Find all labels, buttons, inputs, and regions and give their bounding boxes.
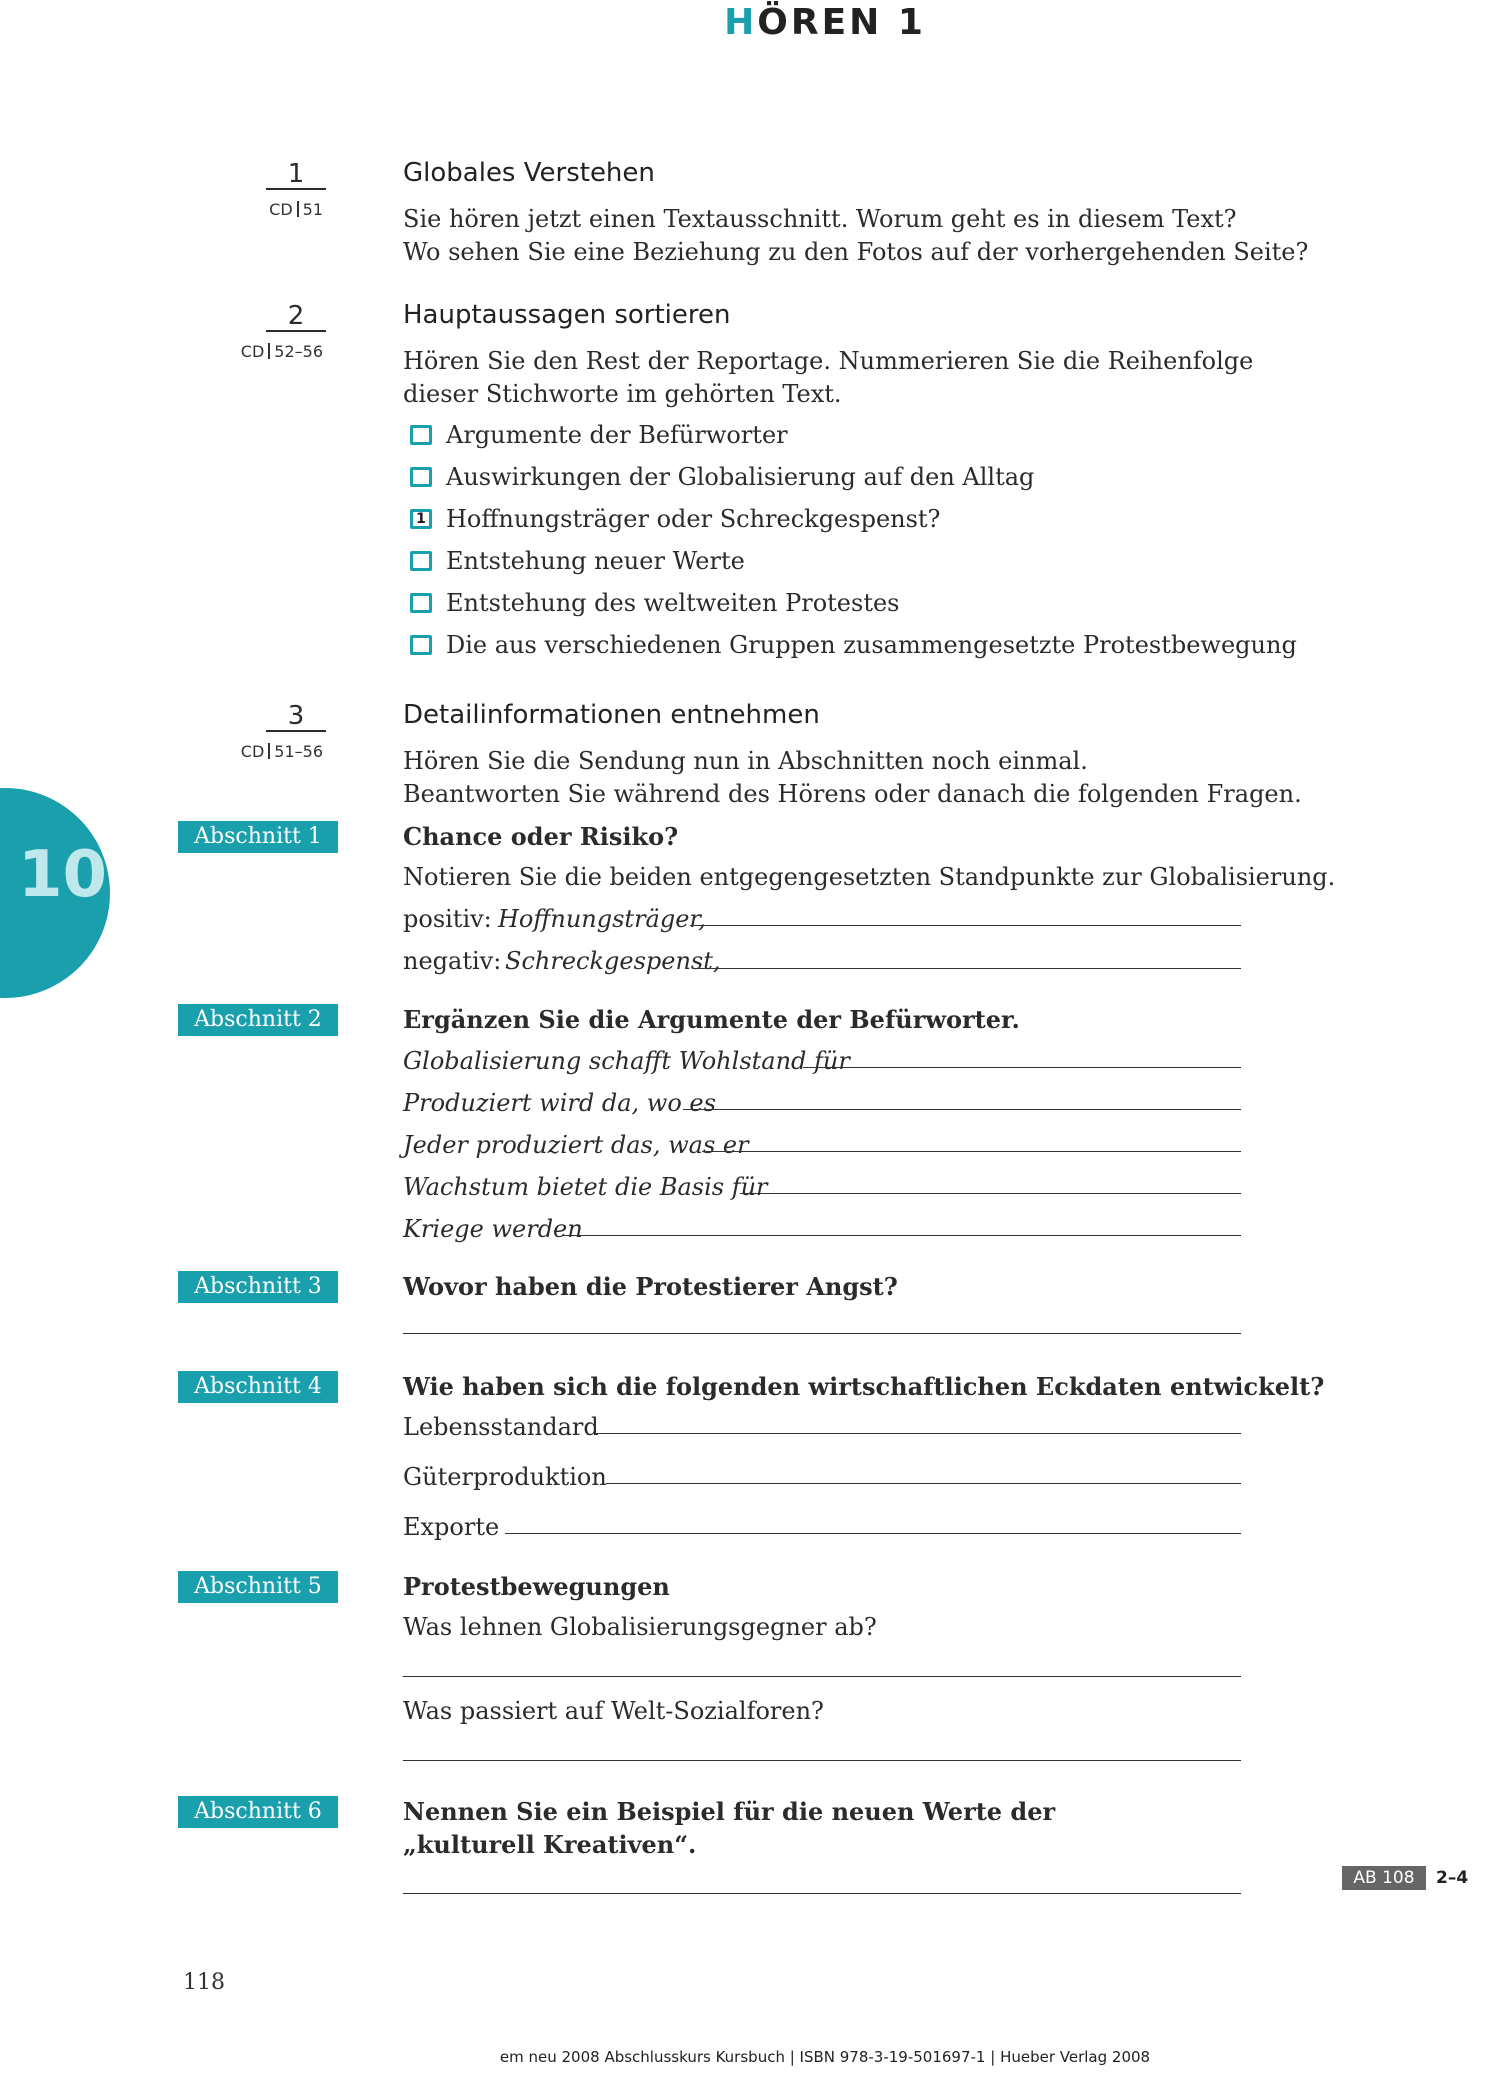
footer-citation: em neu 2008 Abschlusskurs Kursbuch | ISBN 978-3-19-501697-1 | Hueber Verlag 2008 <box>499 2048 1151 2066</box>
order-item-text: Hoffnungsträger oder Schreckgespenst? <box>446 505 941 533</box>
indicator-label: Exporte <box>403 1513 500 1541</box>
section-2-label: Abschnitt 2 <box>178 1004 338 1036</box>
answer-line[interactable] <box>695 968 1241 969</box>
answer-line[interactable] <box>596 1433 1241 1434</box>
answer-line[interactable] <box>740 1193 1241 1194</box>
cd-divider <box>268 743 270 759</box>
argument-prompt: Wachstum bietet die Basis für <box>403 1173 768 1201</box>
exercise-2-number: 2 <box>266 302 326 332</box>
exercise-3-line-1: Hören Sie die Sendung nun in Abschnitten noch einmal. <box>403 747 1088 775</box>
order-item-text: Auswirkungen der Globalisierung auf den Alltag <box>446 463 1035 491</box>
exercise-3-number: 3 <box>266 702 326 732</box>
section-6-question-line-2: „kulturell Kreativen“. <box>403 1830 697 1859</box>
section-2-question: Ergänzen Sie die Argumente der Befürworter. <box>403 1005 1020 1034</box>
section-1-positive-prefix: positiv: <box>403 905 492 933</box>
answer-line[interactable] <box>702 1151 1241 1152</box>
page-title <box>0 2 1491 43</box>
cd-label: CD <box>240 742 265 761</box>
exercise-3-cd <box>173 742 323 761</box>
answer-line[interactable] <box>403 1676 1241 1677</box>
exercise-1-number: 1 <box>266 160 326 190</box>
order-checkbox[interactable] <box>410 425 432 445</box>
argument-prompt: Globalisierung schafft Wohlstand für <box>403 1047 850 1075</box>
answer-line[interactable] <box>606 1483 1241 1484</box>
exercise-3-heading: Detailinformationen entnehmen <box>403 700 820 730</box>
exercise-2-line-1: Hören Sie den Rest der Reportage. Nummerieren Sie die Reihenfolge <box>403 347 1254 375</box>
page-title-rest: ÖREN 1 <box>757 2 926 43</box>
exercise-1-line-1: Sie hören jetzt einen Textausschnitt. Worum geht es in diesem Text? <box>403 205 1237 233</box>
section-5-label: Abschnitt 5 <box>178 1571 338 1603</box>
order-checkbox[interactable] <box>410 635 432 655</box>
exercise-2-line-2: dieser Stichworte im gehörten Text. <box>403 380 842 408</box>
answer-line[interactable] <box>803 1067 1241 1068</box>
section-5-sub-question-1: Was lehnen Globalisierungsgegner ab? <box>403 1613 877 1641</box>
answer-line[interactable] <box>403 1333 1241 1334</box>
answer-line[interactable] <box>505 1533 1241 1534</box>
answer-line[interactable] <box>403 1760 1241 1761</box>
section-1-positive-answer: Hoffnungsträger, <box>498 905 706 933</box>
section-6-question-line-1: Nennen Sie ein Beispiel für die neuen Werte der <box>403 1797 1056 1826</box>
section-4-question: Wie haben sich die folgenden wirtschaftlichen Eckdaten entwickelt? <box>403 1372 1325 1401</box>
section-3-question: Wovor haben die Protestierer Angst? <box>403 1272 898 1301</box>
cd-divider <box>268 343 270 359</box>
cd-tracks: 51 <box>302 200 323 219</box>
workbook-badge: AB 108 <box>1342 1866 1426 1890</box>
exercise-1-line-2: Wo sehen Sie eine Beziehung zu den Fotos auf der vorhergehenden Seite? <box>403 238 1309 266</box>
exercise-1-heading: Globales Verstehen <box>403 158 655 188</box>
answer-line[interactable] <box>683 1109 1241 1110</box>
answer-line[interactable] <box>563 1235 1241 1236</box>
page-title-accent: H <box>724 2 758 43</box>
order-item-text: Entstehung des weltweiten Protestes <box>446 589 900 617</box>
answer-line[interactable] <box>403 1893 1241 1894</box>
exercise-2-heading: Hauptaussagen sortieren <box>403 300 731 330</box>
answer-line[interactable] <box>690 925 1241 926</box>
order-checkbox[interactable] <box>410 551 432 571</box>
argument-prompt: Produziert wird da, wo es <box>403 1089 716 1117</box>
section-4-label: Abschnitt 4 <box>178 1371 338 1403</box>
exercise-2-cd <box>173 342 323 361</box>
cd-divider <box>297 201 299 217</box>
section-1-label: Abschnitt 1 <box>178 821 338 853</box>
section-3-label: Abschnitt 3 <box>178 1271 338 1303</box>
cd-tracks: 51–56 <box>274 742 323 761</box>
section-1-instruction: Notieren Sie die beiden entgegengesetzten Standpunkte zur Globalisierung. <box>403 863 1336 891</box>
exercise-1-cd <box>173 200 323 219</box>
indicator-label: Güterproduktion <box>403 1463 607 1491</box>
page-number: 118 <box>183 1970 225 1995</box>
indicator-label: Lebensstandard <box>403 1413 599 1441</box>
exercise-3-line-2: Beantworten Sie während des Hörens oder danach die folgenden Fragen. <box>403 780 1302 808</box>
cd-tracks: 52–56 <box>274 342 323 361</box>
section-1-negative-answer: Schreckgespenst, <box>505 947 721 975</box>
cd-label: CD <box>269 200 293 219</box>
cd-label: CD <box>240 342 265 361</box>
order-checkbox[interactable] <box>410 467 432 487</box>
section-1-negative-prefix: negativ: <box>403 947 502 975</box>
section-5-sub-question-2: Was passiert auf Welt-Sozialforen? <box>403 1697 824 1725</box>
workbook-range: 2–4 <box>1436 1868 1469 1888</box>
section-1-question: Chance oder Risiko? <box>403 822 679 851</box>
order-checkbox[interactable]: 1 <box>410 509 432 529</box>
section-5-question: Protestbewegungen <box>403 1572 670 1601</box>
argument-prompt: Kriege werden <box>403 1215 583 1243</box>
chapter-number: 10 <box>18 838 108 912</box>
argument-prompt: Jeder produziert das, was er <box>403 1131 749 1159</box>
order-item-text: Die aus verschiedenen Gruppen zusammengesetzte Protestbewegung <box>446 631 1297 659</box>
order-checkbox[interactable] <box>410 593 432 613</box>
order-item-text: Entstehung neuer Werte <box>446 547 745 575</box>
section-6-label: Abschnitt 6 <box>178 1796 338 1828</box>
order-item-text: Argumente der Befürworter <box>446 421 788 449</box>
